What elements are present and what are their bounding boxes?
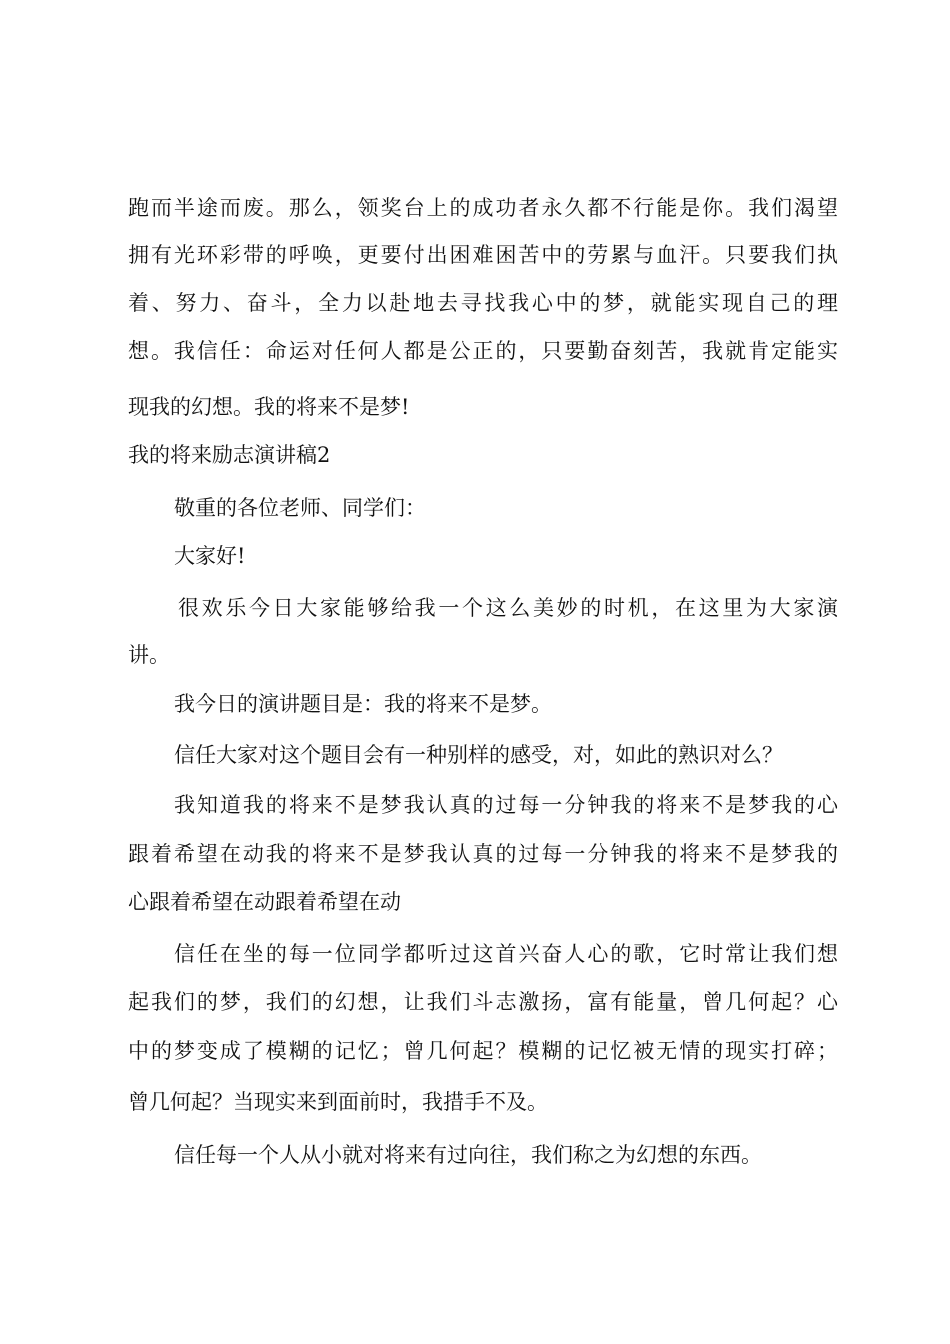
section-heading: 我的将来励志演讲稿2	[128, 443, 331, 467]
paragraph-line: 拥有光环彩带的呼唤，更要付出困难困苦中的劳累与血汗。只要我们执	[128, 243, 838, 267]
paragraph-line: 跟着希望在动我的将来不是梦我认真的过每一分钟我的将来不是梦我的	[128, 842, 838, 866]
salutation: 敬重的各位老师、同学们：	[174, 496, 426, 520]
paragraph-line: 现我的幻想。我的将来不是梦!	[128, 395, 410, 419]
paragraph-line: 心跟着希望在动跟着希望在动	[128, 890, 401, 914]
paragraph-line: 我知道我的将来不是梦我认真的过每一分钟我的将来不是梦我的心	[174, 793, 838, 817]
paragraph-line: 信任大家对这个题目会有一种别样的感受，对，如此的熟识对么？	[174, 743, 783, 767]
paragraph-line: 信任每一个人从小就对将来有过向往，我们称之为幻想的东西。	[174, 1143, 762, 1167]
greeting: 大家好!	[174, 544, 246, 568]
paragraph-line: 讲。	[128, 643, 170, 667]
paragraph-line: 曾几何起？当现实来到面前时，我措手不及。	[128, 1090, 548, 1114]
paragraph-line: 着、努力、奋斗，全力以赴地去寻找我心中的梦，就能实现自己的理	[128, 291, 838, 315]
paragraph-line: 起我们的梦，我们的幻想，让我们斗志激扬，富有能量，曾几何起？心	[128, 990, 838, 1014]
paragraph-line: 我今日的演讲题目是：我的将来不是梦。	[174, 692, 552, 716]
paragraph-line: 信任在坐的每一位同学都听过这首兴奋人心的歌，它时常让我们想	[174, 942, 838, 966]
paragraph-line: 跑而半途而废。那么，领奖台上的成功者永久都不行能是你。我们渴望	[128, 196, 838, 220]
paragraph-line: 中的梦变成了模糊的记忆；曾几何起？模糊的记忆被无情的现实打碎；	[128, 1039, 838, 1063]
paragraph-line: 想。我信任：命运对任何人都是公正的，只要勤奋刻苦，我就肯定能实	[128, 339, 838, 363]
paragraph-line: 很欢乐今日大家能够给我一个这么美妙的时机，在这里为大家演	[178, 596, 838, 620]
